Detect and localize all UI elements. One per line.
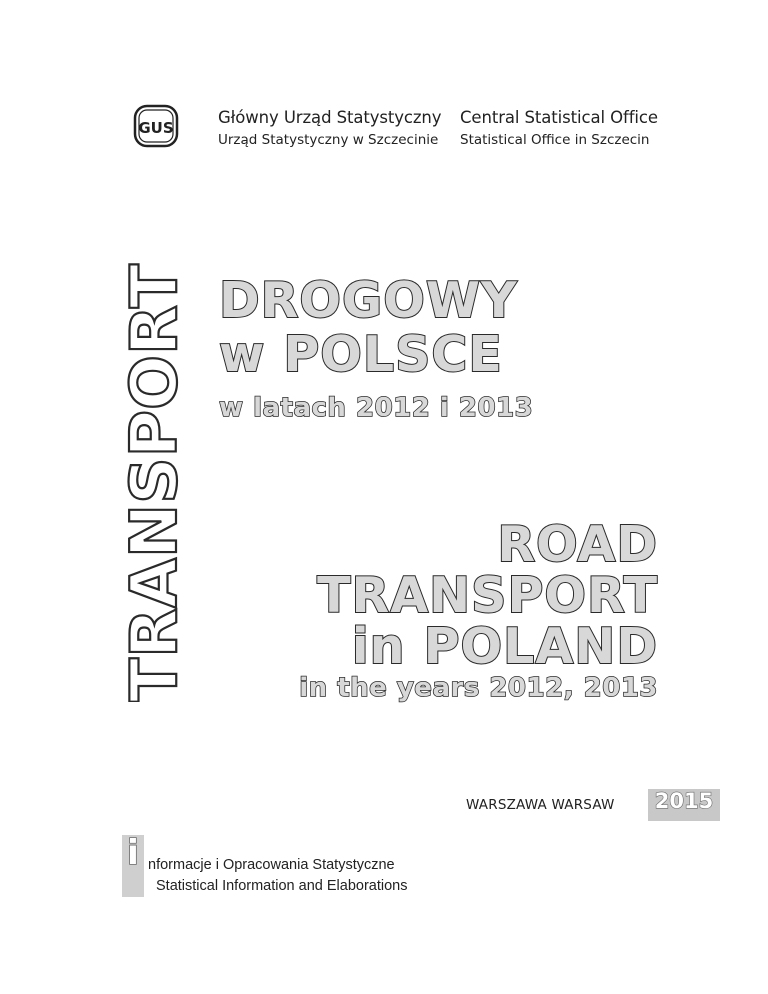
series-letter: i (127, 833, 139, 873)
pl-title-line2: w POLSCE (219, 326, 503, 383)
publication-city: WARSZAWA WARSAW (466, 797, 615, 813)
en-office-name: Central Statistical Office (460, 108, 658, 127)
pl-subtitle: w latach 2012 i 2013 (219, 393, 534, 423)
en-title-line1: ROAD (497, 516, 658, 573)
logo-text: GUS (138, 119, 174, 137)
vertical-transport-label (118, 262, 188, 702)
publication-year: 2015 (654, 789, 714, 813)
pl-title-line1: DROGOWY (219, 272, 518, 329)
en-subtitle: in the years 2012, 2013 (299, 673, 658, 703)
side-label-text: TRANSPORT (118, 268, 188, 702)
en-title-line3: in POLAND (351, 618, 658, 675)
series-name-en: Statistical Information and Elaborations (156, 878, 408, 894)
en-title-line2: TRANSPORT (317, 567, 658, 624)
gus-logo (133, 104, 179, 148)
en-branch-name: Statistical Office in Szczecin (460, 132, 650, 148)
series-name-pl: nformacje i Opracowania Statystyczne (148, 857, 395, 873)
pl-office-name: Główny Urząd Statystyczny (218, 108, 442, 127)
pl-branch-name: Urząd Statystyczny w Szczecinie (218, 132, 439, 148)
